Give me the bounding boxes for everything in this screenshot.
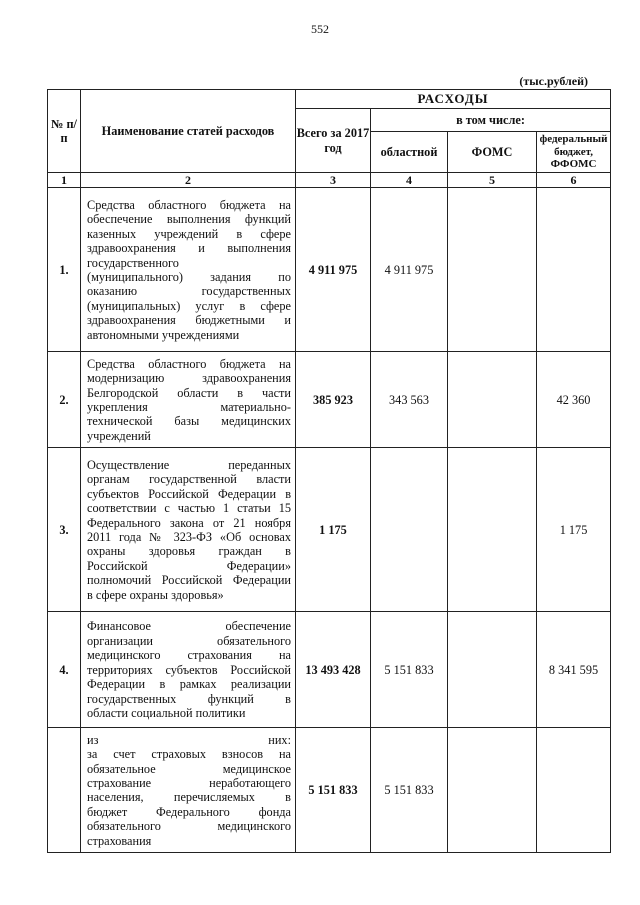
page-number: 552 [311,22,329,36]
expense-item-name-line: государственного [87,255,179,270]
column-number: 1 [48,173,81,188]
expense-item-name [81,612,296,728]
expense-item-name-line: государственных функций в [87,691,291,706]
header-foms: ФОМС [448,132,537,173]
expense-item-name-line: полномочий Российской Федерации [87,573,291,588]
regional-amount: 343 563 [371,352,448,448]
total-amount: 5 151 833 [296,728,371,853]
expense-item-name-line: бюджет Федерального фонда [87,804,291,819]
expense-item-name-line: населения, перечисляемых в [87,790,291,805]
foms-amount [448,728,537,853]
expense-item-name-line: субъектов Российской Федерации в [87,486,291,501]
column-number: 4 [371,173,448,188]
expense-item-name-line: Финансовое обеспечение [87,619,291,634]
expense-item-name-line: соответствии с частью 1 статьи 15 [87,501,291,516]
regional-amount [371,448,448,612]
column-numbers-row [48,173,611,188]
header-expenses: РАСХОДЫ [296,90,611,109]
expense-item-name-line: территориях субъектов Российской [87,662,291,677]
expense-item-name-line: автономными учреждениями [87,327,240,342]
table-row [48,728,611,853]
expense-item-name-line: Российской Федерации» [87,558,291,573]
total-amount: 1 175 [296,448,371,612]
foms-amount [448,448,537,612]
expense-item-name-line: области социальной политики [87,705,246,720]
header-name: Наименование статей расходов [81,90,296,173]
expense-item-name-line: органам государственной власти [87,472,291,487]
regional-amount: 5 151 833 [371,612,448,728]
header-num: № п/п [48,90,81,173]
foms-amount [448,352,537,448]
expense-item-name-line: укрепления материально- [87,399,291,414]
regional-amount: 4 911 975 [371,188,448,352]
federal-amount: 42 360 [537,352,611,448]
expense-item-name-line: Средства областного бюджета на [87,356,291,371]
expense-item-name-line: из них: [87,732,291,747]
expense-item-name-line: за счет страховых взносов на [87,747,291,762]
total-amount: 4 911 975 [296,188,371,352]
expense-item-name-line: обеспечение выполнения функций [87,212,291,227]
table-row [48,352,611,448]
expense-item-name-line: Средства областного бюджета на [87,197,291,212]
expense-item-name-line: Федерации в рамках реализации [87,677,291,692]
expense-item-name-line: Белгородской области в части [87,385,291,400]
row-number: 2. [48,352,81,448]
federal-amount [537,188,611,352]
expense-item-name-line: Осуществление переданных [87,457,291,472]
expense-item-name-line: Федерального закона от 21 ноября [87,515,291,530]
table-row [48,448,611,612]
row-number: 3. [48,448,81,612]
expense-item-name-line: казенных учреждений в сфере [87,226,291,241]
row-number [48,728,81,853]
column-number: 3 [296,173,371,188]
expense-item-name-line: здравоохранения и выполнения [87,241,291,256]
expense-item-name-line: страхования [87,833,152,848]
expense-item-name-line: технической базы медицинских [87,414,291,429]
expense-item-name-line: учреждений [87,428,151,443]
row-number: 4. [48,612,81,728]
expense-item-name [81,728,296,853]
column-number: 2 [81,173,296,188]
header-federal: федеральный бюджет, ФФОМС [537,132,611,173]
expenses-table [47,89,611,853]
expense-item-name-line: охраны здоровья граждан в [87,544,291,559]
expense-item-name [81,188,296,352]
foms-amount [448,188,537,352]
expense-item-name-line: обязательное медицинское [87,761,291,776]
header-including: в том числе: [371,109,611,132]
expense-item-name [81,352,296,448]
foms-amount [448,612,537,728]
regional-amount: 5 151 833 [371,728,448,853]
federal-amount [537,728,611,853]
header-total: Всего за 2017 год [296,109,371,173]
row-number: 1. [48,188,81,352]
header-regional: областной [371,132,448,173]
expense-item-name-line: 2011 года № 323-ФЗ «Об основах [87,529,291,544]
units-label: (тыс.рублей) [519,74,588,88]
column-number: 6 [537,173,611,188]
federal-amount: 8 341 595 [537,612,611,728]
expense-item-name-line: оказанию государственных [87,284,291,299]
total-amount: 385 923 [296,352,371,448]
expense-item-name-line: обязательного медицинского [87,819,291,834]
expense-item-name-line: (муниципальных) услуг в сфере [87,298,291,313]
expense-item-name-line: (муниципального) задания по [87,269,291,284]
expense-item-name-line: модернизацию здравоохранения [87,371,291,386]
federal-amount: 1 175 [537,448,611,612]
expense-item-name-line: здравоохранения бюджетными и [87,313,291,328]
expense-item-name-line: медицинского страхования на [87,648,291,663]
expense-item-name-line: страхование неработающего [87,776,291,790]
expense-item-name-line: организации обязательного [87,633,291,648]
table-row [48,612,611,728]
expense-item-name-line: в сфере охраны здоровья» [87,587,224,602]
column-number: 5 [448,173,537,188]
expense-item-name [81,448,296,612]
table-row [48,188,611,352]
total-amount: 13 493 428 [296,612,371,728]
